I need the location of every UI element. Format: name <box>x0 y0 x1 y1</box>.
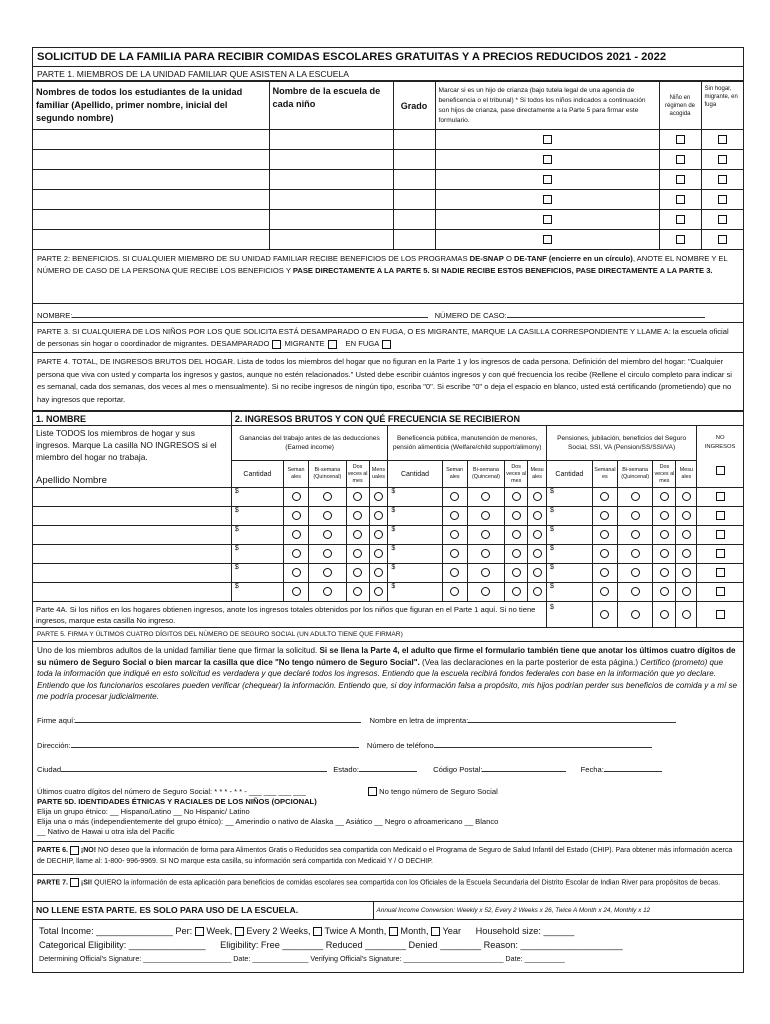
student-row <box>33 230 743 250</box>
part6-label: PARTE 6. <box>37 847 68 854</box>
biweekly-radio[interactable] <box>309 583 347 602</box>
member-name-cell[interactable] <box>33 583 231 602</box>
weekly-radio[interactable] <box>592 545 617 564</box>
weekly-radio[interactable] <box>284 507 309 526</box>
part2-case-label: NÚMERO DE CASO: <box>434 311 507 320</box>
twice-monthly-radio[interactable] <box>346 583 369 602</box>
biweekly-radio[interactable] <box>309 545 347 564</box>
categorical-eligibility: Categorical Eligibility: _______________ <box>39 939 206 950</box>
address-label: Dirección: <box>37 740 71 750</box>
income-amount-cell[interactable] <box>546 545 592 564</box>
part5-certify: Certifico (prometo) que toda la información que indiqué en esto solicitud es verdadera y que declaré todos los ingresos. Entiendo que la escuela recibirá fondos federales con base en la información que yo declare. Entiendo que los funcionarios escolares pueden verificar (chequear) la información. Entiendo que, si doy información falsa a propósito, mis hijos podrían perder sus beneficios de comida y a mí se me podría procesar judicialmente. <box>37 657 738 702</box>
every2-label: Every 2 Weeks, <box>246 925 311 936</box>
weekly-radio[interactable] <box>442 526 467 545</box>
col-foster-regimen: Niño en régimen de acogida <box>659 82 701 130</box>
twice-monthly-radio[interactable] <box>505 564 528 583</box>
student-row <box>33 170 743 190</box>
part2-text-b: , ANOTE EL NOMBRE Y EL NÚMERO DE CASO DE LA PERSONA QUE RECIBE LOS BENEFICIOS Y <box>37 254 728 275</box>
no-income-title: NO INGRESOS <box>704 435 736 450</box>
no-income-checkbox[interactable] <box>697 507 743 526</box>
no-income-header-checkbox[interactable] <box>716 466 725 475</box>
part6-checkbox[interactable] <box>70 846 79 855</box>
member-name-cell[interactable] <box>33 545 231 564</box>
part2-snap: DE-SNAP <box>469 254 504 263</box>
part4-section: PARTE 4. TOTAL, DE INGRESOS BRUTOS DEL HOGAR. Lista de todos los miembros del hogar que no figuran en la Parte 1 y los ingresos de cada persona. Definición del miembro del hogar: "Cualquier persona que viva con usted y comparta los ingresos y gastos, aunque no estén relacionados." Usted debe escribir cuántos ingresos y con qué frecuencia los recibe (Rellene el circulo completo para indicar si es semanal, cada dos semanas, dos veces al mes o mensualmente). Si no recibe ingresos de ningún tipo, escriba "0". Si escribe "0" o deja el espacio en blanco, usted está certificando (prometiendo) que no hay ingresos que reportar. <box>33 353 743 411</box>
twice-monthly-header: Dos veces al mes <box>346 461 369 488</box>
weekly-radio[interactable] <box>284 488 309 507</box>
part4a-biweekly-radio[interactable] <box>617 602 652 628</box>
year-label: Year <box>442 925 462 936</box>
part5-text-c: (Vea las declaraciones en la parte posterior de esta página.) <box>419 657 641 667</box>
city-field[interactable] <box>61 762 327 772</box>
monthly-radio[interactable] <box>369 564 388 583</box>
ingresos-title: 2. INGRESOS BRUTOS Y CON QUÉ FRECUENCIA SE RECIBIERON <box>231 412 743 426</box>
form-title: SOLICITUD DE LA FAMILIA PARA RECIBIR COMIDAS ESCOLARES GRATUITAS Y A PRECIOS REDUCIDOS 2021 - 2022 <box>33 48 743 67</box>
phone-field[interactable] <box>434 738 652 748</box>
part4a-weekly-radio[interactable] <box>592 602 617 628</box>
student-row <box>33 130 743 150</box>
income-amount-cell[interactable] <box>231 545 283 564</box>
student-name-cell[interactable] <box>33 190 269 210</box>
amount-header: Cantidad <box>231 461 283 488</box>
no-ssn-checkbox[interactable] <box>368 787 377 796</box>
part1-table <box>33 81 743 250</box>
twice-monthly-radio[interactable] <box>653 507 676 526</box>
twice-monthly-header: Dos veces al mes <box>505 461 528 488</box>
income-amount-cell[interactable] <box>546 507 592 526</box>
foster-checkbox[interactable] <box>435 150 659 170</box>
part7-si: ¡SI! <box>80 879 93 887</box>
monthly-radio[interactable] <box>369 526 388 545</box>
part2-name-label: NOMBRE: <box>37 311 73 320</box>
part2-or: O <box>503 254 514 263</box>
biweekly-radio[interactable] <box>309 526 347 545</box>
city-label: Ciudad <box>37 765 62 774</box>
twice-monthly-radio[interactable] <box>505 583 528 602</box>
part2-text: PARTE 2: BENEFICIOS. SI CUALQUIER MIEMBRO DE SU UNIDAD FAMILIAR RECIBE BENEFICIOS DE LOS PROGRAMAS <box>37 254 470 263</box>
household-size: Household size: ______ <box>475 925 575 936</box>
part2-name-field[interactable] <box>72 308 428 318</box>
weekly-header: Seman ales <box>442 461 467 488</box>
biweekly-radio[interactable] <box>467 564 505 583</box>
income-amount-cell[interactable] <box>546 583 592 602</box>
office-section <box>33 920 743 972</box>
student-name-cell[interactable] <box>33 210 269 230</box>
twice-monthly-radio[interactable] <box>653 526 676 545</box>
part5d-race-pacific: __ Nativo de Hawai u otra isla del Pacific <box>37 826 175 836</box>
foster-regimen-checkbox[interactable] <box>659 190 701 210</box>
zip-field[interactable] <box>482 762 566 772</box>
income-amount-cell[interactable] <box>546 564 592 583</box>
biweekly-radio[interactable] <box>617 545 652 564</box>
weekly-radio[interactable] <box>442 507 467 526</box>
part4a-monthly-radio[interactable] <box>676 602 697 628</box>
biweekly-radio[interactable] <box>617 507 652 526</box>
school-name-cell[interactable] <box>269 190 393 210</box>
dollar-sign: $ <box>391 583 396 590</box>
homeless-row-checkbox[interactable] <box>701 150 743 170</box>
part5-title: PARTE 5. FIRMA Y ÚLTIMOS CUATRO DÍGITOS DEL NÚMERO DE SEGURO SOCIAL (UN ADULTO TIENE QUE FIRMAR) <box>33 628 743 642</box>
office-title-row <box>33 902 743 920</box>
every2-checkbox[interactable] <box>235 927 244 936</box>
weekly-header: Seman ales <box>284 461 309 488</box>
dollar-sign: $ <box>234 507 239 514</box>
weekly-radio[interactable] <box>284 583 309 602</box>
monthly-header: Mesu ales <box>528 461 547 488</box>
income-amount-cell[interactable] <box>388 564 442 583</box>
weekly-radio[interactable] <box>592 564 617 583</box>
member-row <box>33 507 743 526</box>
nombre-desc <box>33 426 231 488</box>
group-welfare: Beneficencia pública, manutención de menores, pensión alimenticia (Welfare/child support/alimony) <box>388 426 547 461</box>
dollar-sign: $ <box>549 545 554 552</box>
grade-cell[interactable] <box>393 230 435 250</box>
part2-section <box>33 250 743 304</box>
income-amount-cell[interactable] <box>388 526 442 545</box>
member-row <box>33 545 743 564</box>
school-name-cell[interactable] <box>269 230 393 250</box>
part6-text: NO deseo que la información de forma para Alimentos Gratis o Reducidos sea compartida con Medicaid o el Programa de Seguro de Salud Infantil del Estado (CHIP). Para obtener más información acerca de DECHIP, llame al: 1-800- 996-9969. SI NO marque esta casilla, su información será compartida con Medicaid Y / O DECHIP. <box>37 847 733 865</box>
foster-checkbox[interactable] <box>435 190 659 210</box>
twice-monthly-radio[interactable] <box>346 507 369 526</box>
dollar-sign: $ <box>391 564 396 571</box>
part5d-ethnic: Elija un grupo étnico: __ Hispano/Latino __ No Hispanic/ Latino <box>37 806 250 816</box>
col-student-names: Nombres de todos los estudiantes de la unidad familiar (Apellido, primer nombre, inicial del segundo nombre) <box>33 82 269 130</box>
twice-monthly-radio[interactable] <box>346 564 369 583</box>
address-field[interactable] <box>71 738 359 748</box>
no-income-header <box>697 426 743 488</box>
part2-fields <box>33 304 743 323</box>
grade-cell[interactable] <box>393 150 435 170</box>
col-homeless: Sin hogar, migrante, en fuga <box>701 82 743 130</box>
state-field[interactable] <box>359 762 417 772</box>
no-income-checkbox[interactable] <box>697 583 743 602</box>
student-name-cell[interactable] <box>33 170 269 190</box>
group-earned: Ganancias del trabajo antes de las deducciones (Earned income) <box>231 426 388 461</box>
weekly-radio[interactable] <box>442 564 467 583</box>
biweekly-radio[interactable] <box>617 488 652 507</box>
income-amount-cell[interactable] <box>388 507 442 526</box>
part2-case-field[interactable] <box>507 308 705 318</box>
dollar-sign: $ <box>549 488 554 495</box>
twice-monthly-radio[interactable] <box>505 545 528 564</box>
member-row <box>33 583 743 602</box>
foster-checkbox[interactable] <box>435 170 659 190</box>
part3-text: PARTE 3. SI CUALQUIERA DE LOS NIÑOS POR LOS QUE SOLICITA ESTÁ DESAMPARADO O EN FUGA, O ES MIGRANTE, MARQUE LA CASILLA CORRESPONDIENTE Y LLAME A: la escuela oficial de personas sin hogar o coordinador de migrantes. DESAMPARADO <box>37 327 729 348</box>
member-name-cell[interactable] <box>33 488 231 507</box>
weekly-radio[interactable] <box>442 488 467 507</box>
grade-cell[interactable] <box>393 210 435 230</box>
grade-cell[interactable] <box>393 170 435 190</box>
twice-monthly-radio[interactable] <box>346 526 369 545</box>
dollar-sign: $ <box>391 507 396 514</box>
member-row <box>33 526 743 545</box>
member-name-cell[interactable] <box>33 526 231 545</box>
biweekly-radio[interactable] <box>617 564 652 583</box>
apellido-nombre-label: Apellido Nombre <box>36 475 107 486</box>
weekly-radio[interactable] <box>592 488 617 507</box>
weekly-radio[interactable] <box>592 583 617 602</box>
monthly-header: Mens uales <box>369 461 388 488</box>
office-title: NO LLENE ESTA PARTE. ES SOLO PARA USO DE LA ESCUELA. <box>33 902 373 919</box>
runaway-label: EN FUGA <box>345 339 380 348</box>
ssn-label: Últimos cuatro dígitos del número de Seguro Social: * * * - * * - ___ ___ ___ ___ <box>37 786 306 796</box>
school-name-cell[interactable] <box>269 130 393 150</box>
dollar-sign: $ <box>549 564 554 571</box>
weekly-radio[interactable] <box>442 583 467 602</box>
dollar-sign: $ <box>391 488 396 495</box>
monthly-radio[interactable] <box>676 507 697 526</box>
monthly-radio[interactable] <box>528 488 547 507</box>
biweekly-radio[interactable] <box>467 507 505 526</box>
income-amount-cell[interactable] <box>231 564 283 583</box>
part7-label: PARTE 7. <box>37 879 68 887</box>
signature-field[interactable] <box>75 713 361 723</box>
dollar-sign: $ <box>391 526 396 533</box>
part7-text: QUIERO la información de esta aplicación para beneficios de comidas escolares sea compartida con los Oficiales de la Escuela Secundaria del Distrito Escolar de Indian River para propósitos de becas. <box>92 879 721 887</box>
homeless-row-checkbox[interactable] <box>701 190 743 210</box>
part5d-title: PARTE 5D. IDENTIDADES ÉTNICAS Y RACIALES DE LOS NIÑOS (OPCIONAL) <box>37 796 317 806</box>
dollar-sign: $ <box>234 526 239 533</box>
dollar-sign: $ <box>549 583 554 590</box>
student-name-cell[interactable] <box>33 130 269 150</box>
twice-checkbox[interactable] <box>313 927 322 936</box>
monthly-radio[interactable] <box>676 583 697 602</box>
nombre-title: 1. NOMBRE <box>33 412 231 426</box>
printed-name-field[interactable] <box>468 713 676 723</box>
monthly-header: Mesu ales <box>676 461 697 488</box>
monthly-radio[interactable] <box>369 545 388 564</box>
biweekly-header: Bi-semana (Quincenal) <box>309 461 347 488</box>
dollar-sign: $ <box>234 545 239 552</box>
dollar-sign: $ <box>234 564 239 571</box>
part5-text-b: Si se llena la Parte 4, el adulto que firme el formulario también tiene que anotar los últimos cuatro dígitos de su número de Seguro Social o bien marcar la casilla que dice "No tengo número de Seguro Social". <box>37 646 736 667</box>
homeless-row-checkbox[interactable] <box>701 210 743 230</box>
state-label: Estado: <box>333 765 359 774</box>
twice-monthly-radio[interactable] <box>653 488 676 507</box>
part6-no: ¡NO! <box>80 847 97 854</box>
date-field[interactable] <box>604 762 662 772</box>
school-name-cell[interactable] <box>269 170 393 190</box>
income-amount-cell[interactable] <box>546 488 592 507</box>
weekly-radio[interactable] <box>284 564 309 583</box>
student-name-cell[interactable] <box>33 150 269 170</box>
twice-monthly-radio[interactable] <box>346 488 369 507</box>
official-signatures: Determining Official's Signature: ______________________ Date: ______________ Verifying Official's Signature: _________________________ Date: __________ <box>39 953 565 963</box>
grade-cell[interactable] <box>393 190 435 210</box>
date-label: Fecha: <box>580 765 604 774</box>
phone-label: Número de teléfono <box>366 740 434 750</box>
eligibility: Eligibility: Free ________ Reduced ________ Denied ________ Reason: ____________________ <box>220 939 623 950</box>
student-row <box>33 210 743 230</box>
no-income-checkbox[interactable] <box>697 564 743 583</box>
part5d-race: Elija una o más (independientemente del grupo étnico): __ Amerindio o nativo de Alaska __ Asiático __ Negro o afroamericano __ Blanco <box>37 816 499 826</box>
foster-regimen-checkbox[interactable] <box>659 230 701 250</box>
dollar-sign: $ <box>549 604 554 611</box>
week-label: Week, <box>206 925 233 936</box>
no-income-checkbox[interactable] <box>697 545 743 564</box>
income-amount-cell[interactable] <box>388 583 442 602</box>
nombre-desc-text: Liste TODOS los miembros de hogar y sus ingresos. Marque La casilla NO INGRESOS si el miembro del hogar no trabaja. <box>36 428 217 462</box>
part6-section <box>33 842 743 875</box>
migrant-checkbox[interactable] <box>328 340 337 349</box>
weekly-radio[interactable] <box>284 545 309 564</box>
biweekly-header: Bi-semana (Quincenal) <box>617 461 652 488</box>
no-income-checkbox[interactable] <box>697 526 743 545</box>
runaway-checkbox[interactable] <box>382 340 391 349</box>
dollar-sign: $ <box>234 583 239 590</box>
income-amount-cell[interactable] <box>231 507 283 526</box>
income-amount-cell[interactable] <box>388 488 442 507</box>
homeless-row-checkbox[interactable] <box>701 230 743 250</box>
foster-regimen-checkbox[interactable] <box>659 130 701 150</box>
school-name-cell[interactable] <box>269 150 393 170</box>
foster-checkbox[interactable] <box>435 230 659 250</box>
part7-section <box>33 875 743 902</box>
part5-body <box>33 642 743 842</box>
income-amount-cell[interactable] <box>546 526 592 545</box>
part2-tanf: DE-TANF (encierre en un círculo) <box>513 254 633 263</box>
biweekly-radio[interactable] <box>467 526 505 545</box>
sign-label: Firme aquí: <box>37 716 76 725</box>
no-income-checkbox[interactable] <box>697 488 743 507</box>
biweekly-radio[interactable] <box>617 583 652 602</box>
amount-header: Cantidad <box>546 461 592 488</box>
printed-name-label: Nombre en letra de imprenta: <box>369 716 469 725</box>
monthly-radio[interactable] <box>676 526 697 545</box>
monthly-radio[interactable] <box>528 564 547 583</box>
col-grade: Grado <box>393 82 435 130</box>
member-name-cell[interactable] <box>33 507 231 526</box>
group-pension: Pensiones, jubilación, beneficios del Seguro Social, SSI, VA (Pension/SS/SSI/VA) <box>546 426 696 461</box>
twice-monthly-header: Dos veces al mes <box>653 461 676 488</box>
amount-header: Cantidad <box>388 461 442 488</box>
application-form <box>32 47 744 973</box>
student-row <box>33 190 743 210</box>
monthly-radio[interactable] <box>369 488 388 507</box>
biweekly-radio[interactable] <box>617 526 652 545</box>
income-amount-cell[interactable] <box>388 545 442 564</box>
week-checkbox[interactable] <box>195 927 204 936</box>
weekly-radio[interactable] <box>442 545 467 564</box>
foster-regimen-checkbox[interactable] <box>659 210 701 230</box>
monthly-radio[interactable] <box>369 583 388 602</box>
weekly-radio[interactable] <box>592 526 617 545</box>
grade-cell[interactable] <box>393 130 435 150</box>
school-name-cell[interactable] <box>269 210 393 230</box>
twice-monthly-radio[interactable] <box>346 545 369 564</box>
income-amount-cell[interactable] <box>231 488 283 507</box>
weekly-header: Semanal es <box>592 461 617 488</box>
col-foster: Marcar si es un hijo de crianza (bajo tutela legal de una agencia de beneficencia o el tribunal) * Si todos los niños indicados a continuación son hijos de crianza, pase directamente a la Parte 5 para firmar este formulario. <box>435 82 659 130</box>
twice-monthly-radio[interactable] <box>653 545 676 564</box>
twice-monthly-radio[interactable] <box>505 507 528 526</box>
foster-checkbox[interactable] <box>435 210 659 230</box>
homeless-checkbox[interactable] <box>272 340 281 349</box>
twice-monthly-radio[interactable] <box>653 564 676 583</box>
twice-monthly-radio[interactable] <box>505 488 528 507</box>
biweekly-radio[interactable] <box>309 488 347 507</box>
income-amount-cell[interactable] <box>231 526 283 545</box>
weekly-radio[interactable] <box>284 526 309 545</box>
year-checkbox[interactable] <box>431 927 440 936</box>
biweekly-radio[interactable] <box>467 545 505 564</box>
member-name-cell[interactable] <box>33 564 231 583</box>
monthly-radio[interactable] <box>528 545 547 564</box>
part5-text-a: Uno de los miembros adultos de la unidad familiar tiene que firmar la solicitud. <box>37 646 320 655</box>
weekly-radio[interactable] <box>592 507 617 526</box>
biweekly-radio[interactable] <box>309 564 347 583</box>
part4a-amount[interactable] <box>546 602 592 628</box>
homeless-row-checkbox[interactable] <box>701 130 743 150</box>
student-name-cell[interactable] <box>33 230 269 250</box>
member-row <box>33 488 743 507</box>
biweekly-radio[interactable] <box>467 488 505 507</box>
month-label: Month, <box>400 925 429 936</box>
part4a-text: Parte 4A. Si los niños en los hogares obtienen ingresos, anote los ingresos totales obtenidos por los niños que figuran en el Parte 1 aquí. Si no tiene ingresos, marque esta casilla No ingreso. <box>33 602 546 628</box>
monthly-radio[interactable] <box>676 488 697 507</box>
part3-section <box>33 323 743 353</box>
month-checkbox[interactable] <box>389 927 398 936</box>
col-school-name: Nombre de la escuela de cada niño <box>269 82 393 130</box>
part1-title: PARTE 1. MIEMBROS DE LA UNIDAD FAMILIAR QUE ASISTEN A LA ESCUELA <box>33 67 743 81</box>
foster-regimen-checkbox[interactable] <box>659 170 701 190</box>
part4a-no-income-checkbox[interactable] <box>697 602 743 628</box>
total-income-label: Total Income: _______________ Per: <box>39 925 193 936</box>
dollar-sign: $ <box>549 526 554 533</box>
income-amount-cell[interactable] <box>231 583 283 602</box>
part7-checkbox[interactable] <box>70 878 79 887</box>
monthly-radio[interactable] <box>676 564 697 583</box>
part4a-twice-radio[interactable] <box>653 602 676 628</box>
biweekly-radio[interactable] <box>309 507 347 526</box>
member-row <box>33 564 743 583</box>
biweekly-header: Bi-semana (Quincenal) <box>467 461 505 488</box>
monthly-radio[interactable] <box>528 583 547 602</box>
biweekly-radio[interactable] <box>467 583 505 602</box>
twice-label: Twice A Month, <box>324 925 387 936</box>
twice-monthly-radio[interactable] <box>505 526 528 545</box>
dollar-sign: $ <box>391 545 396 552</box>
dollar-sign: $ <box>549 507 554 514</box>
dollar-sign: $ <box>234 488 239 495</box>
foster-regimen-checkbox[interactable] <box>659 150 701 170</box>
twice-monthly-radio[interactable] <box>653 583 676 602</box>
student-row <box>33 150 743 170</box>
monthly-radio[interactable] <box>369 507 388 526</box>
monthly-radio[interactable] <box>528 507 547 526</box>
part4-table <box>33 411 743 628</box>
foster-checkbox[interactable] <box>435 130 659 150</box>
zip-label: Código Postal: <box>433 765 483 774</box>
part2-text-c: PASE DIRECTAMENTE A LA PARTE 5. SI NADIE RECIBE ESTOS BENEFICIOS, PASE DIRECTAMENTE A LA PARTE 3. <box>292 266 713 275</box>
homeless-row-checkbox[interactable] <box>701 170 743 190</box>
monthly-radio[interactable] <box>676 545 697 564</box>
migrant-label: MIGRANTE <box>284 339 325 348</box>
monthly-radio[interactable] <box>528 526 547 545</box>
income-conversion: Annual Income Conversion: Weekly x 52, Every 2 Weeks x 26, Twice A Month x 24, Monthly x 12 <box>373 902 743 919</box>
no-ssn-label: No tengo número de Seguro Social <box>379 786 498 796</box>
